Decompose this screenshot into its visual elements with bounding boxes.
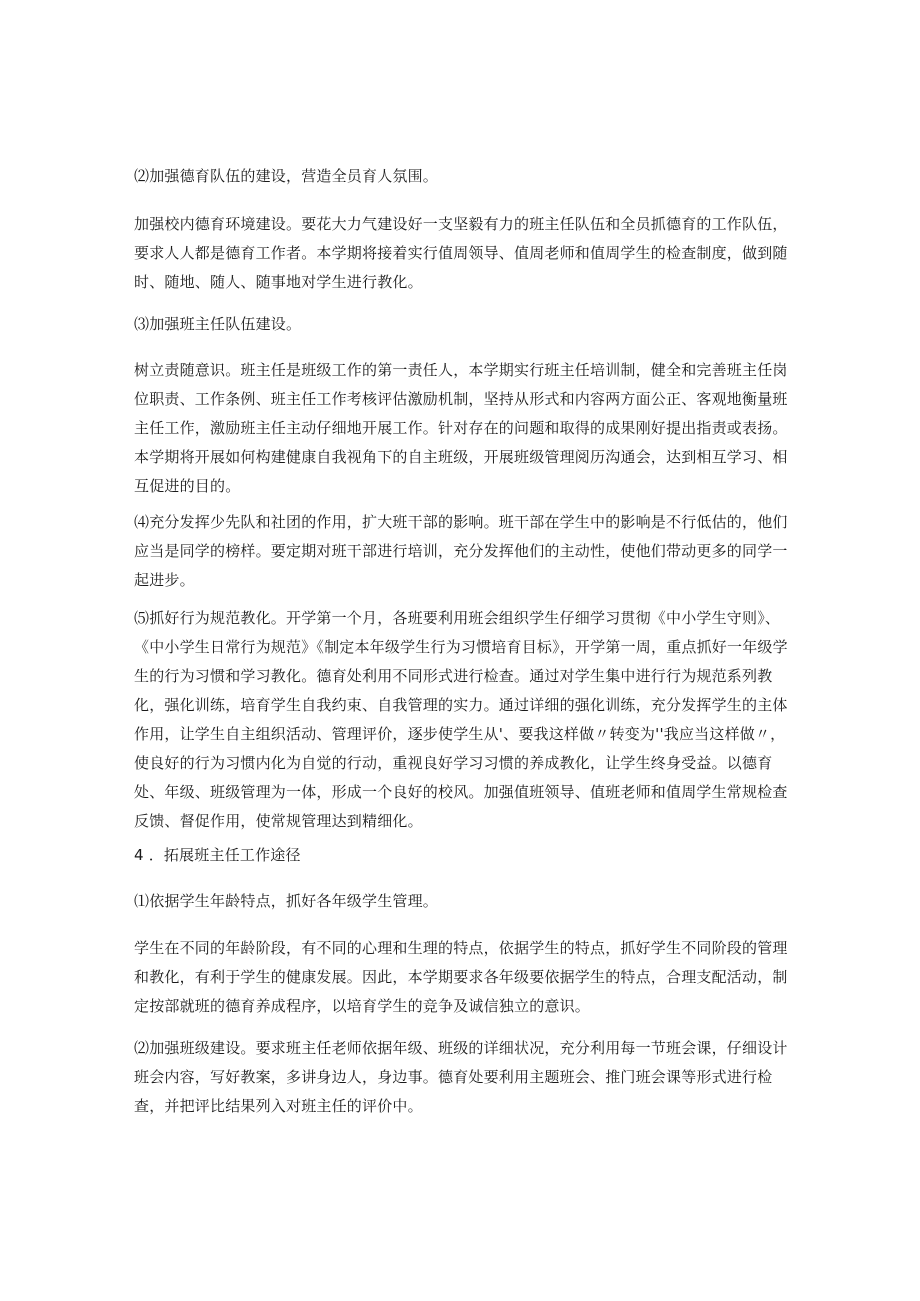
paragraph-heading-5: ⑸抓好行为规范教化。开学第一个月，各班要利用班会组织学生仔细学习贯彻《中小学生守则》、《中小学生日常行为规范》《制定本年级学生行为习惯培育目标》，开学第一周，重点抓好一年级学生的行为习惯和学习教化。德育处利用不同形式进行检查。通过对学生集中进行行为规范系列教化，强化训练，培育学生自我约束、自我管理的实力。通过详细的强化训练，充分发挥学生的主体作用，让学生自主组织活动、管理评价，逐步使学生从'、要我这样做〃转变为''我应当这样做〃，使良好的行为习惯内化为自觉的行动，重视良好学习习惯的养成教化，让学生终身受益。以德育处、年级、班级管理为一体，形成一个良好的校风。加强值班领导、值班老师和值周学生常规检查反馈、督促作用，使常规管理达到精细化。 <box>134 609 788 830</box>
paragraph-environment: 加强校内德育环境建设。要花大力气建设好一支坚毅有力的班主任队伍和全员抓德育的工作队伍，要求人人都是德育工作者。本学期将接着实行值周领导、值周老师和值周学生的检查制度，做到随时、随地、随人、随事地对学生进行教化。 <box>134 215 788 291</box>
paragraph-heading-3: ⑶加强班主任队伍建设。 <box>134 315 302 333</box>
paragraph-class-building: ⑵加强班级建设。要求班主任老师依据年级、班级的详细状况，充分利用每一节班会课，仔细设计班会内容，写好教案，多讲身边人，身边事。德育处要利用主题班会、推门班会课等形式进行检查，并把评比结果列入对班主任的评价中。 <box>134 1039 788 1115</box>
paragraph-responsibility: 树立责随意识。班主任是班级工作的第一责任人，本学期实行班主任培训制，健全和完善班主任岗位职责、工作条例、班主任工作考核评估激励机制，坚持从形式和内容两方面公正、客观地衡量班主任工作，激励班主任主动仔细地开展工作。针对存在的问题和取得的成果刚好提出指责或表扬。本学期将开展如何构建健康自我视角下的自主班级，开展班级管理阅历沟通会，达到相互学习、相互促进的目的。 <box>134 361 788 495</box>
paragraph-heading-2: ⑵加强德育队伍的建设，营造全员育人氛围。 <box>134 167 439 185</box>
paragraph-age-stage: 学生在不同的年龄阶段，有不同的心理和生理的特点，依据学生的特点，抓好学生不同阶段的管理和教化，有利于学生的健康发展。因此，本学期要求各年级要依据学生的特点，合理支配活动，制定按部就班的德育养成程序，以培育学生的竞争及诚信独立的意识。 <box>134 939 788 1015</box>
section-title-4: 4 ．拓展班主任工作途径 <box>134 846 301 864</box>
paragraph-heading-4: ⑷充分发挥少先队和社团的作用，扩大班干部的影响。班干部在学生中的影响是不行低估的，他们应当是同学的榜样。要定期对班干部进行培训，充分发挥他们的主动性，使他们带动更多的同学一起进步。 <box>134 513 788 589</box>
paragraph-heading-1: ⑴依据学生年龄特点，抓好各年级学生管理。 <box>134 892 439 910</box>
